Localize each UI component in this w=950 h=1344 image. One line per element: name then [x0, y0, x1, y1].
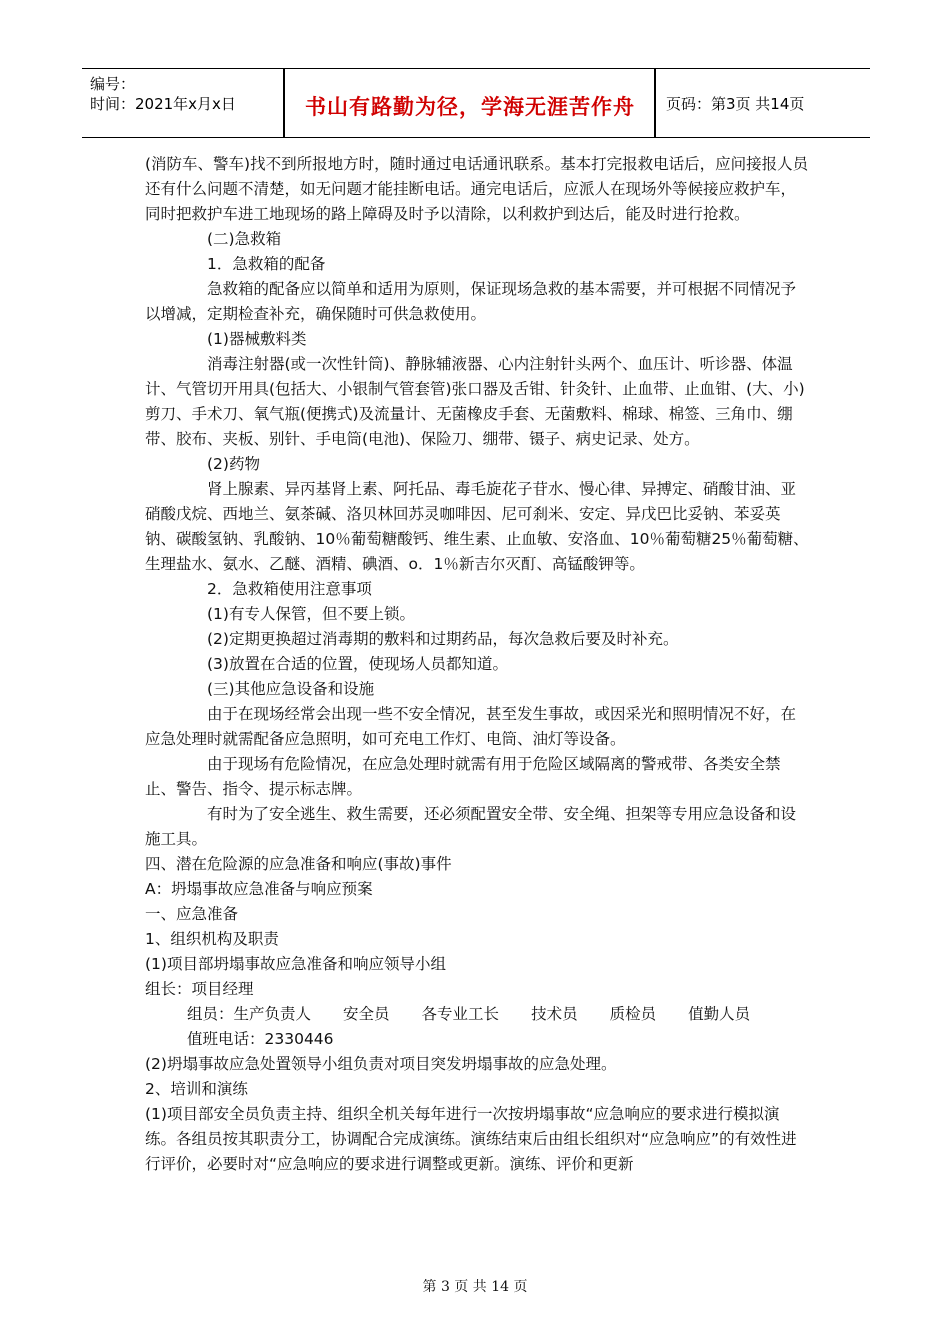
header-divider [283, 69, 285, 137]
paragraph: 由于在现场经常会出现一些不安全情况，甚至发生事故，或因采光和照明情况不好，在应急处理时就需配备应急照明，如可充电工作灯、电筒、油灯等设备。 [145, 705, 797, 748]
paragraph: (2)定期更换超过消毒期的敷料和过期药品，每次急救后要及时补充。 [207, 630, 679, 648]
paragraph: 肾上腺素、异丙基肾上素、阿托品、毒毛旋花子苷水、慢心律、异搏定、硝酸甘油、亚硝酸戊烷、西地兰、氨茶碱、洛贝林回苏灵咖啡因、尼可刹米、安定、异戊巴比妥钠、苯妥英钠、碳酸氢钠、乳酸钠、10％葡萄糖酸钙、维生素、止血敏、安洛血、10％葡萄糖25％葡萄糖、生理盐水、氨水、乙醚、酒精、碘酒、o．1％新吉尔灭酊、高锰酸钾等。 [145, 480, 809, 573]
duty-phone [145, 1027, 810, 1052]
paragraph: (2)药物 [207, 455, 260, 473]
header-slogan: 书山有路勤为径，学海无涯苦作舟 [305, 95, 635, 119]
members-line [145, 1002, 810, 1027]
member-role: 技术员 [531, 1005, 578, 1023]
body-paragraphs [145, 152, 810, 1002]
members-list [234, 1005, 751, 1023]
paragraph: A：坍塌事故应急准备与响应预案 [145, 880, 373, 898]
paragraph: (3)放置在合适的位置，使现场人员都知道。 [207, 655, 508, 673]
member-role: 值勤人员 [688, 1005, 751, 1023]
paragraph: (消防车、警车)找不到所报地方时，随时通过电话通讯联系。基本打完报救电话后，应问接报人员还有什么问题不清楚，如无问题才能挂断电话。通完电话后，应派人在现场外等候接应救护车，同时把救护车进工地现场的路上障碍及时予以清除，以利救护到达后，能及时进行抢救。 [145, 155, 809, 223]
page-footer: 第 3 页 共 14 页 [422, 1279, 528, 1295]
body-text [145, 152, 810, 1177]
paragraph: 急救箱的配备应以简单和适用为原则，保证现场急救的基本需要，并可根据不同情况予以增减，定期检查补充，确保随时可供急救使用。 [145, 280, 797, 323]
paragraph: (1)器械敷料类 [207, 330, 307, 348]
paragraph: 2、培训和演练 [145, 1080, 248, 1098]
document-date: 时间：2021年x月x日 [90, 95, 236, 113]
paragraph: 1、组织机构及职责 [145, 930, 279, 948]
paragraph: 由于现场有危险情况，在应急处理时就需有用于危险区域隔离的警戒带、各类安全禁止、警告、指令、提示标志牌。 [145, 755, 781, 798]
member-role: 生产负责人 [233, 1005, 312, 1023]
paragraph: 组长：项目经理 [145, 980, 254, 998]
paragraph: 有时为了安全逃生、救生需要，还必须配置安全带、安全绳、担架等专用应急设备和设施工具。 [145, 805, 797, 848]
document-number-label: 编号： [90, 75, 136, 93]
header-page-number: 页码：第3页 共14页 [666, 95, 805, 113]
member-role: 安全员 [343, 1005, 390, 1023]
members-label: 组员： [187, 1005, 234, 1023]
header-divider [654, 69, 656, 137]
paragraph: 一、应急准备 [145, 905, 239, 923]
paragraph: (1)有专人保管，但不要上锁。 [207, 605, 415, 623]
member-role: 质检员 [609, 1005, 657, 1023]
duty-phone-text: 值班电话：2330446 [187, 1030, 334, 1048]
paragraph: 2．急救箱使用注意事项 [207, 580, 372, 598]
body-paragraphs-2 [145, 1052, 810, 1177]
paragraph: (2)坍塌事故应急处置领导小组负责对项目突发坍塌事故的应急处理。 [145, 1055, 617, 1073]
paragraph: (1)项目部坍塌事故应急准备和响应领导小组 [145, 955, 446, 973]
paragraph: (1)项目部安全员负责主持、组织全机关每年进行一次按坍塌事故“应急响应的要求进行模拟演练。各组员按其职责分工，协调配合完成演练。演练结束后由组长组织对“应急响应”的有效性进行评价，必要时对“应急响应的要求进行调整或更新。演练、评价和更新 [145, 1105, 797, 1173]
paragraph: 1．急救箱的配备 [207, 255, 326, 273]
page-header [82, 68, 870, 138]
member-role: 各专业工长 [421, 1005, 500, 1023]
paragraph: (三)其他应急设备和设施 [207, 680, 375, 698]
paragraph: 消毒注射器(或一次性针筒)、静脉辅液器、心内注射针头两个、血压计、听诊器、体温计、气管切开用具(包括大、小银制气管套管)张口器及舌钳、针灸针、止血带、止血钳、(大、小)剪刀、手术刀、氧气瓶(便携式)及流量计、无菌橡皮手套、无菌敷料、棉球、棉签、三角巾、绷带、胶布、夹板、别针、手电筒(电池)、保险刀、绷带、镊子、病史记录、处方。 [145, 355, 805, 448]
paragraph: (二)急救箱 [207, 230, 282, 248]
paragraph: 四、潜在危险源的应急准备和响应(事故)事件 [145, 855, 452, 873]
